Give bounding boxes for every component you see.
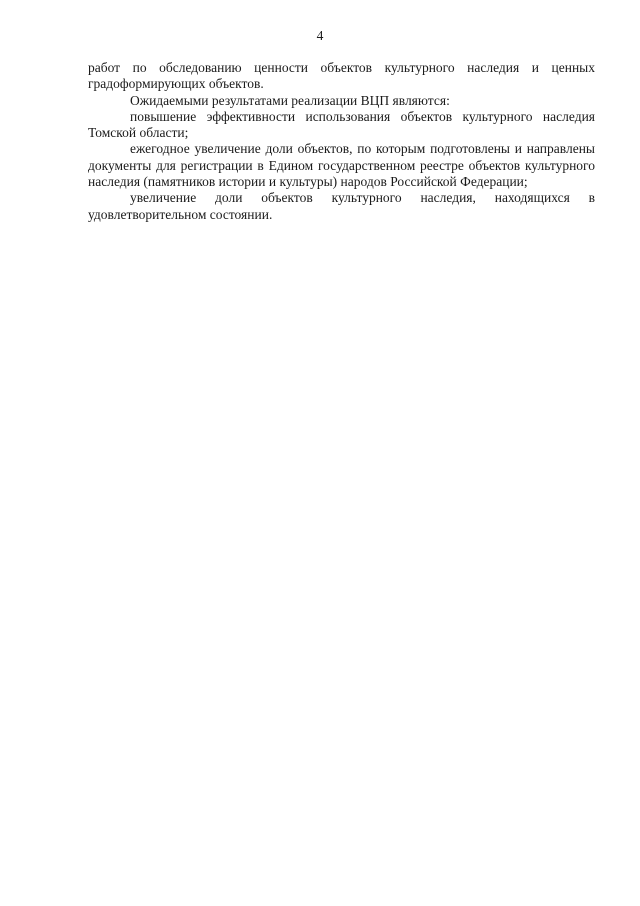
paragraph-registration: ежегодное увеличение доли объектов, по которым подготовлены и направлены документы для регистрации в Едином государственном реестре объектов культурного наследия (памятников истории и культуры) народов Российской Федерации; [88,141,595,190]
paragraph-continuation: работ по обследованию ценности объектов культурного наследия и ценных градоформирующих объектов. [88,60,595,92]
document-body [88,60,595,223]
paragraph-expected-results: Ожидаемыми результатами реализации ВЦП являются: [130,92,450,108]
paragraph-condition: увеличение доли объектов культурного наследия, находящихся в удовлетворительном состоянии. [88,190,595,222]
page-number: 4 [316,28,324,43]
paragraph-efficiency: повышение эффективности использования объектов культурного наследия Томской области; [88,108,595,141]
